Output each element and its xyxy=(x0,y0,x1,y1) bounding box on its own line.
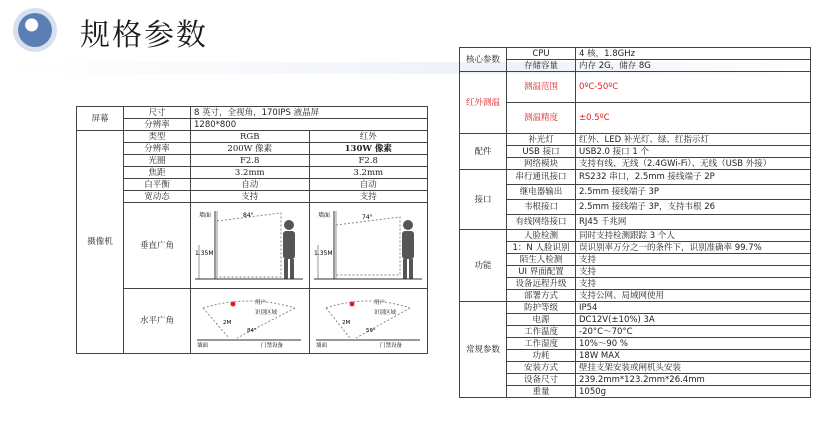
label-remote-upgrade: 设备远程升级 xyxy=(507,278,576,290)
label-dimensions: 设备尺寸 xyxy=(507,374,576,386)
label-vfov: 垂直广角 xyxy=(124,203,191,289)
hfov-diagram-ir xyxy=(309,289,428,354)
vfov-rgb-height: 1.35M xyxy=(195,250,214,257)
value-temp-range: 0ºC-50ºC xyxy=(576,72,811,103)
value-usb: USB2.0 接口 1 个 xyxy=(576,146,811,158)
label-ethernet: 有线网络接口 xyxy=(507,215,576,230)
label-weight: 重量 xyxy=(507,386,576,398)
vfov-ir-svg xyxy=(312,205,424,283)
label-hfov: 水平广角 xyxy=(124,289,191,354)
category-general: 常规参数 xyxy=(460,302,507,398)
value-cpu: 4 核，1.8GHz xyxy=(576,48,811,60)
value-power-consumption: 18W MAX xyxy=(576,350,811,362)
value-focal-ir: 3.2mm xyxy=(309,167,428,179)
label-serial: 串行通讯接口 xyxy=(507,170,576,185)
value-storage: 内存 2G，储存 8G xyxy=(576,60,811,72)
vfov-rgb-wall: 墙面 xyxy=(199,212,212,219)
hfov-ir-user: 用户 xyxy=(373,299,385,306)
vfov-rgb-angle: 84° xyxy=(243,212,254,219)
value-power-supply: DC12V(±10%) 3A xyxy=(576,314,811,326)
value-deploy: 支持公网、局域网使用 xyxy=(576,290,811,302)
value-mounting: 壁挂支架安装或闸机头安装 xyxy=(576,362,811,374)
value-relay: 2.5mm 接线端子 3P xyxy=(576,185,811,200)
value-weight: 1050g xyxy=(576,386,811,398)
vfov-ir-angle: 74° xyxy=(361,214,373,221)
label-network: 网络模块 xyxy=(507,158,576,170)
spec-table-left xyxy=(76,106,428,354)
label-cam-resolution: 分辨率 xyxy=(124,143,191,155)
label-usb: USB 接口 xyxy=(507,146,576,158)
value-network: 支持有线、无线（2.4GWi-Fi）、无线（USB 外接） xyxy=(576,158,811,170)
value-protection: IP54 xyxy=(576,302,811,314)
value-remote-upgrade: 支持 xyxy=(576,278,811,290)
value-wb-rgb: 自动 xyxy=(191,179,310,191)
label-aperture: 光圈 xyxy=(124,155,191,167)
value-type-ir: 红外 xyxy=(309,131,428,143)
category-screen: 屏幕 xyxy=(77,107,124,131)
label-storage: 存储容量 xyxy=(507,60,576,72)
label-face-detect: 人脸检测 xyxy=(507,230,576,242)
label-type: 类型 xyxy=(124,131,191,143)
hfov-rgb-angle: 84° xyxy=(247,327,257,334)
value-res-ir: 130W 像素 xyxy=(309,143,428,155)
label-mounting: 安装方式 xyxy=(507,362,576,374)
value-stranger: 支持 xyxy=(576,254,811,266)
category-function: 功能 xyxy=(460,230,507,302)
category-camera: 摄像机 xyxy=(77,131,124,354)
header-bullet-icon xyxy=(18,13,52,47)
label-power-supply: 电源 xyxy=(507,314,576,326)
value-resolution: 1280*800 xyxy=(191,119,428,131)
label-resolution: 分辨率 xyxy=(124,119,191,131)
label-light: 补光灯 xyxy=(507,134,576,146)
hfov-rgb-area: 识别区域 xyxy=(255,309,278,316)
hfov-rgb-wall: 墙面 xyxy=(197,342,209,348)
value-aperture-rgb: F2.8 xyxy=(191,155,310,167)
category-core: 核心参数 xyxy=(460,48,507,72)
hfov-rgb-svg xyxy=(193,292,305,348)
value-serial: RS232 串口，2.5mm 接线端子 2P xyxy=(576,170,811,185)
value-work-temp: -20°C～70°C xyxy=(576,326,811,338)
spec-table-right xyxy=(459,47,811,398)
category-parts: 配件 xyxy=(460,134,507,170)
value-type-rgb: RGB xyxy=(191,131,310,143)
value-ui-config: 支持 xyxy=(576,266,811,278)
value-temp-accuracy: ±0.5ºC xyxy=(576,103,811,134)
hfov-ir-dist: 2M xyxy=(341,319,350,326)
label-face-recognition: 1：N 人脸识别 xyxy=(507,242,576,254)
vfov-diagram-rgb xyxy=(191,203,310,289)
label-size: 尺寸 xyxy=(124,107,191,119)
value-face-detect: 同时支持检测跟踪 3 个人 xyxy=(576,230,811,242)
label-temp-accuracy: 测温精度 xyxy=(507,103,576,134)
hfov-ir-door: 门禁设备 xyxy=(379,342,402,348)
label-temp-range: 测温范围 xyxy=(507,72,576,103)
hfov-ir-wall: 墙面 xyxy=(315,342,327,348)
value-size: 8 英寸，全视角，170IPS 液晶屏 xyxy=(191,107,428,119)
value-dimensions: 239.2mm*123.2mm*26.4mm xyxy=(576,374,811,386)
label-work-temp: 工作温度 xyxy=(507,326,576,338)
category-interface: 接口 xyxy=(460,170,507,230)
value-work-humidity: 10%～90 % xyxy=(576,338,811,350)
hfov-diagram-rgb xyxy=(191,289,310,354)
label-ui-config: UI 界面配置 xyxy=(507,266,576,278)
label-wiegand: 韦根接口 xyxy=(507,200,576,215)
label-protection: 防护等级 xyxy=(507,302,576,314)
value-focal-rgb: 3.2mm xyxy=(191,167,310,179)
hfov-rgb-door: 门禁设备 xyxy=(261,342,284,348)
value-wiegand: 2.5mm 接线端子 3P，支持韦根 26 xyxy=(576,200,811,215)
label-deploy: 部署方式 xyxy=(507,290,576,302)
hfov-ir-area: 识别区域 xyxy=(373,309,396,316)
label-focal: 焦距 xyxy=(124,167,191,179)
vfov-rgb-svg xyxy=(193,205,305,283)
page-title: 规格参数 xyxy=(80,18,208,53)
value-res-rgb: 200W 像素 xyxy=(191,143,310,155)
label-work-humidity: 工作湿度 xyxy=(507,338,576,350)
value-ethernet: RJ45 千兆网 xyxy=(576,215,811,230)
vfov-ir-wall: 墙面 xyxy=(317,212,330,219)
value-wdr-ir: 支持 xyxy=(309,191,428,203)
category-ir-temp: 红外测温 xyxy=(460,72,507,134)
value-wdr-rgb: 支持 xyxy=(191,191,310,203)
label-wdr: 宽动态 xyxy=(124,191,191,203)
label-stranger: 陌生人检测 xyxy=(507,254,576,266)
value-light: 红外、LED 补光灯、绿、红指示灯 xyxy=(576,134,811,146)
value-face-recognition: 误识别率万分之一的条件下，识别准确率 99.7% xyxy=(576,242,811,254)
label-relay: 继电器输出 xyxy=(507,185,576,200)
label-cpu: CPU xyxy=(507,48,576,60)
value-aperture-ir: F2.8 xyxy=(309,155,428,167)
hfov-ir-angle: 59° xyxy=(365,327,376,334)
label-power-consumption: 功耗 xyxy=(507,350,576,362)
label-wb: 白平衡 xyxy=(124,179,191,191)
value-wb-ir: 自动 xyxy=(309,179,428,191)
vfov-diagram-ir xyxy=(309,203,428,289)
hfov-rgb-user: 用户 xyxy=(255,299,267,306)
vfov-ir-height: 1.35M xyxy=(313,250,333,257)
hfov-rgb-dist: 2M xyxy=(223,319,232,326)
hfov-ir-svg xyxy=(312,292,424,348)
